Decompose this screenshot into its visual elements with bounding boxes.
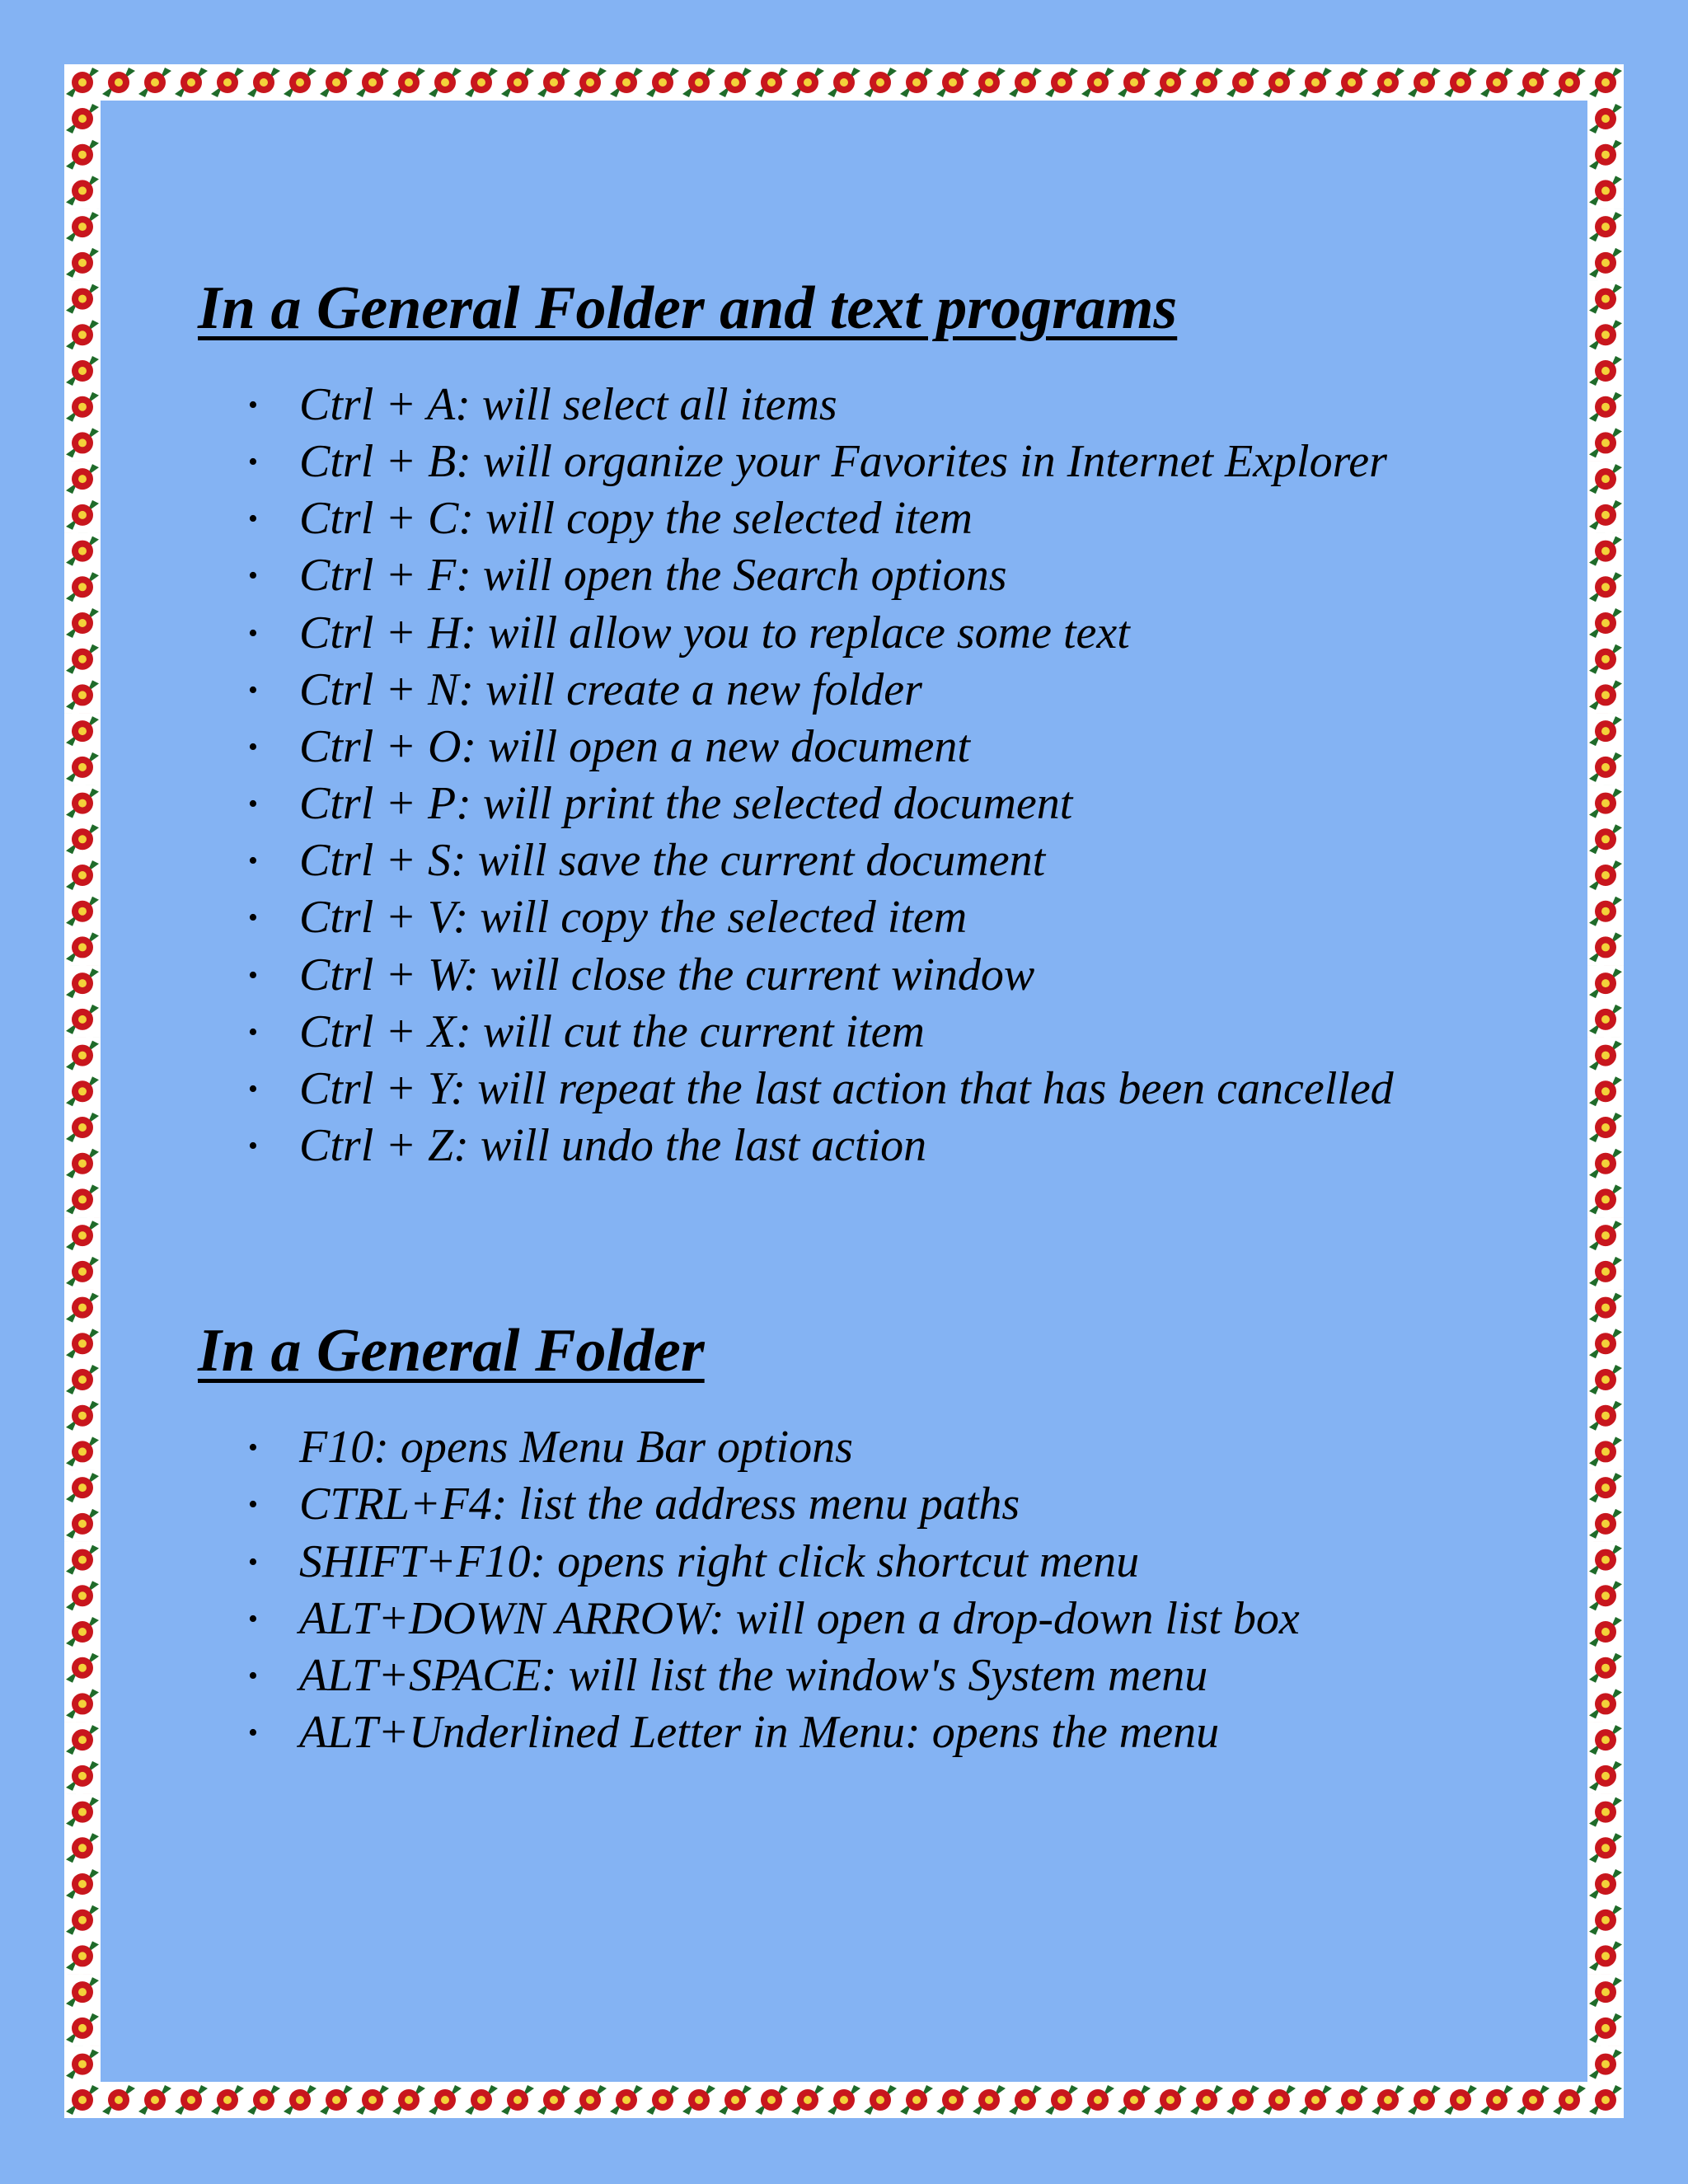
list-item [198,1061,1533,1118]
bullet-icon: • [248,1718,258,1749]
shortcut-text: Ctrl + B: will organize your Favorites in Internet Explorer [299,435,1387,487]
shortcut-text: Ctrl + F: will open the Search options [299,550,1007,602]
shortcut-text: Ctrl + N: will create a new folder [299,663,922,715]
list-item [198,832,1533,889]
shortcut-text: Ctrl + P: will print the selected document [299,778,1073,830]
list-item [198,547,1533,604]
shortcut-text: Ctrl + C: will copy the selected item [299,493,973,545]
list-item [198,662,1533,719]
list-item [198,377,1533,434]
list-item [198,947,1533,1004]
list-item [198,434,1533,490]
shortcut-text: Ctrl + S: will save the current document [299,835,1046,887]
bullet-icon: • [248,1660,258,1691]
shortcut-text: Ctrl + Y: will repeat the last action that has been cancelled [299,1063,1394,1115]
bullet-icon: • [248,1432,258,1464]
bullet-icon: • [248,959,258,991]
shortcut-text: ALT+SPACE: will list the window's System menu [299,1649,1208,1701]
shortcut-text: Ctrl + Z: will undo the last action [299,1120,927,1172]
document-content [198,272,1533,1761]
list-item [198,1476,1533,1533]
bullet-icon: • [248,1016,258,1047]
shortcut-text: Ctrl + H: will allow you to replace some text [299,607,1130,658]
section-general-folder [198,1315,1533,1761]
list-item [198,776,1533,832]
list-item [198,889,1533,946]
list-item [198,1704,1533,1761]
shortcut-text: ALT+Underlined Letter in Menu: opens the menu [299,1707,1220,1759]
bullet-icon: • [248,446,258,477]
section-general-folder-text-programs [198,272,1533,1174]
bullet-icon: • [248,1489,258,1521]
list-item [198,1647,1533,1704]
bullet-icon: • [248,674,258,705]
list-item [198,1419,1533,1476]
shortcut-text: Ctrl + V: will copy the selected item [299,892,968,944]
list-item [198,1534,1533,1591]
bullet-icon: • [248,1546,258,1577]
list-item [198,1118,1533,1174]
bullet-icon: • [248,1074,258,1105]
shortcut-text: ALT+DOWN ARROW: will open a drop-down list box [299,1592,1300,1644]
shortcut-text: Ctrl + X: will cut the current item [299,1005,925,1057]
list-item [198,1591,1533,1647]
section-heading: In a General Folder [198,1317,705,1385]
shortcut-text: Ctrl + A: will select all items [299,378,837,430]
bullet-icon: • [248,1131,258,1162]
shortcut-text: Ctrl + W: will close the current window [299,949,1035,1001]
list-item [198,490,1533,547]
bullet-icon: • [248,846,258,877]
section-heading: In a General Folder and text programs [198,274,1178,342]
bullet-icon: • [248,389,258,420]
shortcut-list [198,1419,1533,1761]
shortcut-text: F10: opens Menu Bar options [299,1422,853,1474]
bullet-icon: • [248,560,258,592]
bullet-icon: • [248,504,258,535]
bullet-icon: • [248,789,258,820]
bullet-icon: • [248,731,258,762]
list-item [198,605,1533,662]
shortcut-text: SHIFT+F10: opens right click shortcut menu [299,1535,1140,1587]
shortcut-list [198,377,1533,1175]
list-item [198,1004,1533,1061]
shortcut-text: CTRL+F4: list the address menu paths [299,1479,1020,1530]
list-item [198,719,1533,776]
bullet-icon: • [248,1603,258,1634]
bullet-icon: • [248,617,258,649]
shortcut-text: Ctrl + O: will open a new document [299,720,970,772]
bullet-icon: • [248,902,258,934]
